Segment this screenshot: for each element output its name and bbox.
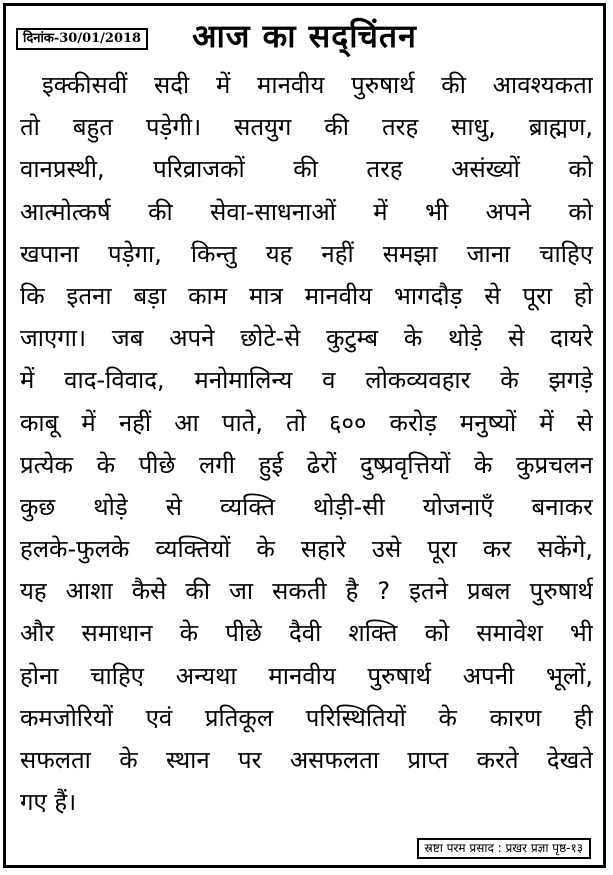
text-line: होना चाहिए अन्यथा मानवीय पुरुषार्थ अपनी भूलों, [20, 661, 593, 690]
text-line: में वाद-विवाद, मनोमालिन्य व लोकव्यवहार के झगड़े [20, 366, 593, 395]
text-line: इक्कीसवीं सदी में मानवीय पुरुषार्थ की आवश्यकता [42, 71, 593, 99]
text-line: सफलता के स्थान पर असफलता प्राप्त करते देखते [20, 746, 593, 774]
text-line: खपाना पड़ेगा, किन्तु यह नहीं समझा जाना चाहिए [20, 239, 593, 268]
source-citation: स्रष्टा परम प्रसाद : प्रखर प्रज्ञा पृष्ठ-१३ [417, 838, 591, 859]
text-line: यह आशा कैसे की जा सकती है ? इतने प्रबल पुरुषार्थ [20, 577, 593, 606]
text-line: कि इतना बड़ा काम मात्र मानवीय भागदौड़ से पूरा हो [20, 281, 593, 310]
text-line: कुछ थोड़े से व्यक्ति थोड़ी-सी योजनाएँ बनाकर [20, 492, 593, 521]
page-frame [3, 3, 606, 868]
text-line: आत्मोत्कर्ष की सेवा-साधनाओं में भी अपने को [20, 197, 593, 226]
text-line: कमजोरियों एवं प्रतिकूल परिस्थितियों के कारण ही [20, 703, 593, 732]
text-line: तो बहुत पड़ेगी। सतयुग की तरह साधु, ब्राह्मण, [20, 113, 593, 142]
text-line: हलके-फुलके व्यक्तियों के सहारे उसे पूरा कर सकेंगे, [20, 535, 593, 564]
text-line: प्रत्येक के पीछे लगी हुई ढेरों दुष्प्रवृत्तियों के कुप्रचलन [20, 450, 593, 479]
text-line: जाएगा। जब अपने छोटे-से कुटुम्ब के थोड़े से दायरे [20, 324, 593, 353]
text-line: काबू में नहीं आ पाते, तो ६०० करोड़ मनुष्यों में से [20, 408, 593, 437]
text-line: गए हैं। [20, 788, 77, 817]
date-label: दिनांक-30/01/2018 [16, 28, 148, 50]
text-line: और समाधान के पीछे दैवी शक्ति को समावेश भी [20, 619, 593, 648]
page-title: आज का सद्चिंतन [192, 17, 417, 55]
text-line: वानप्रस्थी, परिव्राजकों की तरह असंख्यों को [20, 155, 593, 184]
article-body [20, 64, 593, 823]
